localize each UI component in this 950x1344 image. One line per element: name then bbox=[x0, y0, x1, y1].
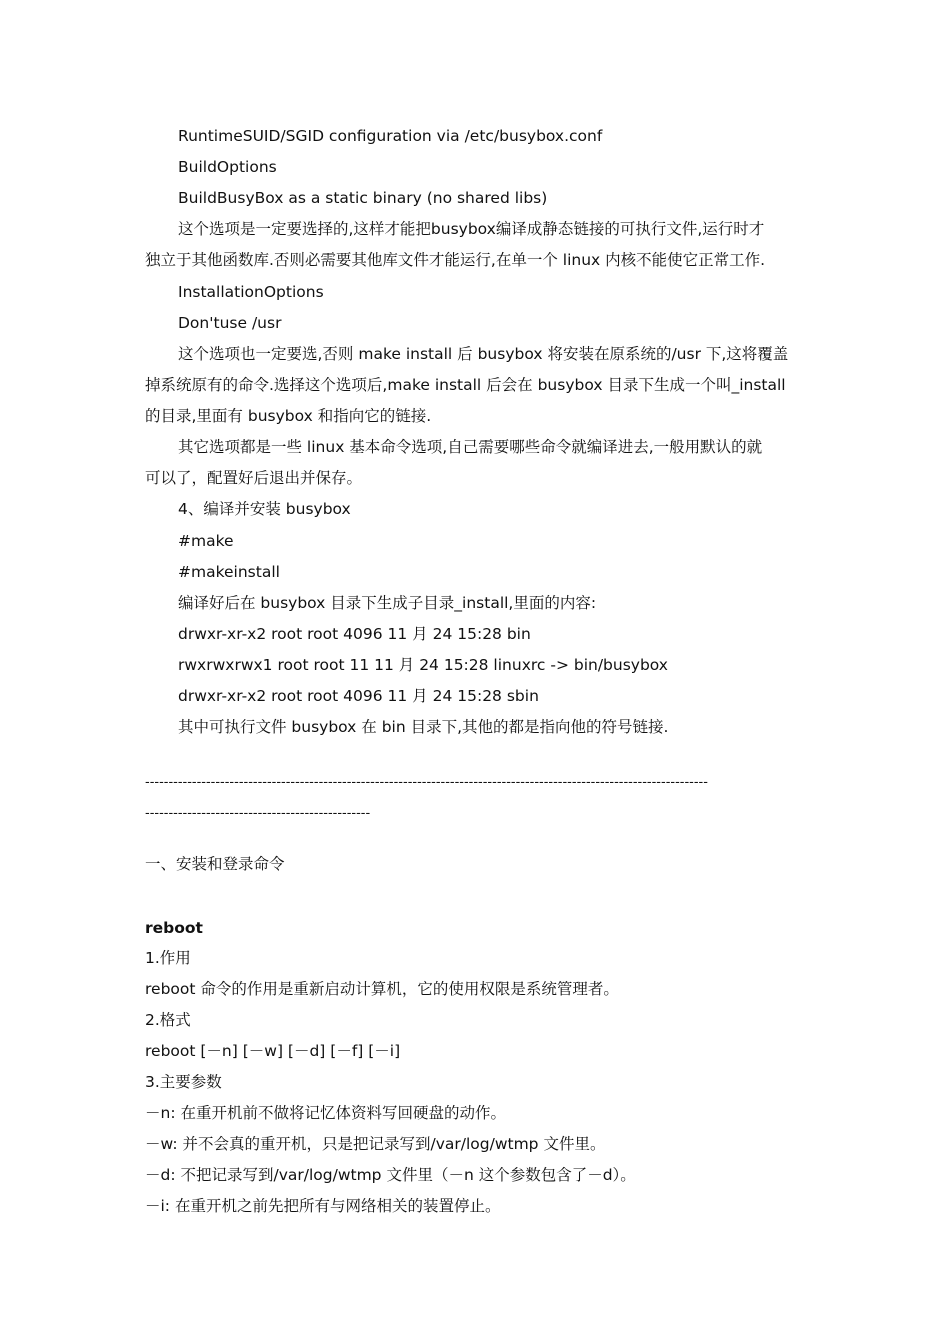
detail-line: reboot 命令的作用是重新启动计算机，它的使用权限是系统管理者。 bbox=[145, 980, 619, 998]
config-line: Don'tuse /usr bbox=[178, 314, 282, 332]
command-line: #makeinstall bbox=[178, 563, 280, 581]
listing-line: rwxrwxrwx1 root root 11 11 月 24 15:28 linuxrc -> bin/busybox bbox=[178, 656, 668, 674]
paragraph-line: 其中可执行文件 busybox 在 bin 目录下,其他的都是指向他的符号链接. bbox=[178, 718, 669, 736]
config-line: BuildOptions bbox=[178, 158, 277, 176]
paragraph-line: 掉系统原有的命令.选择这个选项后,make install 后会在 busybox 目录下生成一个叫_install bbox=[145, 376, 786, 394]
config-line: InstallationOptions bbox=[178, 283, 324, 301]
separator-line: ------------------------------------------------ bbox=[145, 806, 371, 821]
detail-line: 1.作用 bbox=[145, 949, 191, 967]
listing-line: drwxr-xr-x2 root root 4096 11 月 24 15:28 bin bbox=[178, 625, 531, 643]
detail-line: －n: 在重开机前不做将记忆体资料写回硬盘的动作。 bbox=[145, 1104, 506, 1122]
detail-line: －i: 在重开机之前先把所有与网络相关的装置停止。 bbox=[145, 1197, 501, 1215]
separator-line: ------------------------------------------------------------------------------------------------------------------------ bbox=[145, 775, 708, 790]
detail-line: 3.主要参数 bbox=[145, 1073, 222, 1091]
paragraph-line: 这个选项也一定要选,否则 make install 后 busybox 将安装在原系统的/usr 下,这将覆盖 bbox=[178, 345, 789, 363]
command-line: #make bbox=[178, 532, 234, 550]
paragraph-line: 可以了，配置好后退出并保存。 bbox=[145, 469, 363, 487]
detail-line: 2.格式 bbox=[145, 1011, 191, 1029]
paragraph-line: 其它选项都是一些 linux 基本命令选项,自己需要哪些命令就编译进去,一般用默认的就 bbox=[178, 438, 763, 456]
detail-line: －w: 并不会真的重开机，只是把记录写到/var/log/wtmp 文件里。 bbox=[145, 1135, 606, 1153]
detail-line: －d: 不把记录写到/var/log/wtmp 文件里（－n 这个参数包含了－d）。 bbox=[145, 1166, 636, 1184]
detail-line: reboot [－n] [－w] [－d] [－f] [－i] bbox=[145, 1042, 401, 1060]
command-title: reboot bbox=[145, 919, 203, 937]
listing-line: drwxr-xr-x2 root root 4096 11 月 24 15:28 sbin bbox=[178, 687, 539, 705]
config-line: BuildBusyBox as a static binary (no shared libs) bbox=[178, 189, 548, 207]
paragraph-line: 的目录,里面有 busybox 和指向它的链接. bbox=[145, 407, 432, 425]
step-heading: 4、编译并安装 busybox bbox=[178, 500, 351, 518]
paragraph-line: 编译好后在 busybox 目录下生成子目录_install,里面的内容: bbox=[178, 594, 597, 612]
config-line: RuntimeSUID/SGID configuration via /etc/busybox.conf bbox=[178, 127, 603, 145]
section-title: 一、安装和登录命令 bbox=[145, 855, 285, 873]
paragraph-line: 独立于其他函数库.否则必需要其他库文件才能运行,在单一个 linux 内核不能使它正常工作. bbox=[145, 251, 766, 269]
paragraph-line: 这个选项是一定要选择的,这样才能把busybox编译成静态链接的可执行文件,运行时才 bbox=[178, 220, 765, 238]
